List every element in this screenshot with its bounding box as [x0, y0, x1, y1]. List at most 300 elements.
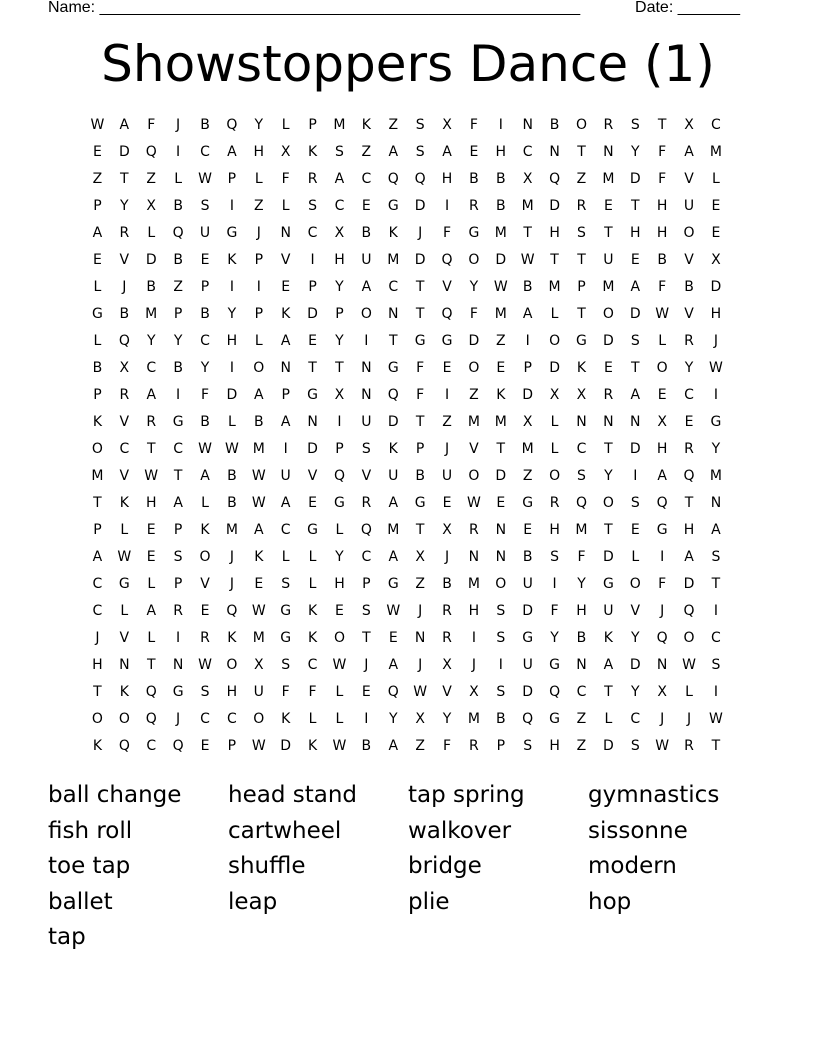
grid-letter: F — [442, 225, 452, 241]
grid-letter: J — [444, 549, 450, 565]
word-list-item: tap spring — [408, 782, 525, 808]
grid-letter: L — [281, 549, 290, 565]
grid-letter: W — [413, 684, 428, 700]
word-list — [48, 778, 768, 956]
grid-letter: D — [387, 414, 399, 430]
grid-letter: M — [467, 576, 480, 592]
grid-letter: G — [656, 522, 668, 538]
grid-letter: Z — [415, 738, 425, 754]
grid-letter: J — [256, 225, 261, 241]
grid-letter: K — [388, 441, 398, 457]
letter-grid — [84, 112, 729, 760]
grid-letter: Q — [414, 171, 426, 187]
grid-letter: P — [173, 522, 183, 538]
grid-letter: G — [549, 657, 561, 673]
grid-letter: C — [227, 711, 237, 727]
grid-letter: L — [93, 279, 102, 295]
grid-letter: P — [335, 441, 344, 457]
grid-letter: X — [442, 522, 452, 538]
grid-letter: K — [307, 144, 318, 160]
grid-letter: G — [226, 225, 238, 241]
grid-letter: J — [471, 657, 476, 673]
grid-letter: U — [441, 468, 453, 484]
grid-letter: N — [603, 414, 614, 430]
grid-letter: O — [629, 576, 641, 592]
grid-letter: B — [146, 279, 157, 295]
grid-letter: W — [198, 171, 212, 187]
grid-letter: I — [229, 360, 234, 376]
grid-letter: H — [549, 225, 560, 241]
grid-letter: D — [522, 684, 534, 700]
grid-letter: A — [146, 387, 157, 403]
grid-letter: C — [361, 549, 372, 565]
grid-letter: L — [147, 576, 156, 592]
grid-letter: Z — [469, 387, 479, 403]
grid-letter: S — [335, 144, 344, 160]
grid-letter: D — [602, 738, 614, 754]
grid-letter: O — [602, 306, 614, 322]
grid-letter: M — [494, 414, 507, 430]
grid-letter: Q — [226, 603, 238, 619]
word-list-item: walkover — [408, 817, 512, 844]
grid-letter: U — [522, 576, 533, 592]
grid-letter: I — [525, 333, 530, 349]
grid-letter: S — [496, 603, 506, 619]
grid-letter: K — [119, 684, 129, 700]
grid-letter: C — [630, 711, 641, 727]
grid-letter: T — [711, 738, 721, 754]
grid-letter: T — [388, 333, 398, 349]
grid-letter: I — [713, 387, 718, 403]
grid-letter: W — [709, 360, 723, 376]
grid-letter: X — [522, 171, 533, 187]
grid-letter: N — [576, 657, 587, 673]
grid-letter: H — [549, 522, 560, 538]
grid-letter: I — [337, 414, 342, 430]
grid-letter: G — [92, 306, 103, 322]
grid-letter: S — [173, 549, 183, 565]
grid-letter: K — [92, 414, 103, 430]
grid-letter: K — [496, 387, 506, 403]
grid-letter: B — [173, 360, 183, 376]
grid-letter: H — [226, 333, 238, 349]
grid-letter: C — [200, 144, 210, 160]
grid-letter: H — [441, 171, 453, 187]
grid-letter: L — [227, 414, 236, 430]
word-list-item: modern — [588, 853, 677, 880]
grid-letter: L — [335, 684, 344, 700]
grid-letter: F — [469, 117, 478, 133]
word-list-item: plie — [408, 888, 450, 915]
grid-letter: B — [496, 711, 506, 727]
grid-letter: D — [549, 360, 560, 376]
grid-letter: L — [254, 171, 263, 187]
grid-letter: R — [603, 117, 614, 133]
grid-letter: H — [495, 144, 507, 160]
grid-letter: B — [442, 576, 452, 592]
grid-letter: M — [387, 522, 400, 538]
grid-letter: O — [253, 711, 265, 727]
name-field-label: Name: ______________________________________________________ — [48, 0, 581, 16]
grid-letter: Q — [172, 738, 184, 754]
grid-letter: R — [576, 198, 587, 214]
grid-letter: Z — [415, 576, 425, 592]
grid-letter: U — [522, 657, 533, 673]
grid-letter: V — [200, 576, 210, 592]
word-list-item: shuffle — [228, 853, 306, 880]
grid-letter: P — [227, 738, 237, 754]
grid-letter: H — [656, 198, 668, 214]
grid-letter: Q — [387, 684, 399, 700]
grid-letter: X — [657, 414, 667, 430]
grid-letter: K — [119, 495, 129, 511]
grid-letter: H — [656, 225, 668, 241]
grid-letter: B — [549, 117, 560, 133]
grid-letter: L — [254, 333, 263, 349]
grid-letter: E — [630, 522, 640, 538]
grid-letter: L — [308, 711, 317, 727]
grid-letter: A — [684, 549, 694, 565]
grid-letter: D — [118, 144, 130, 160]
grid-letter: L — [147, 225, 156, 241]
grid-letter: M — [333, 117, 346, 133]
grid-letter: J — [713, 333, 718, 349]
word-list-item: sissonne — [588, 817, 688, 844]
grid-letter: D — [522, 387, 534, 403]
grid-letter: R — [684, 441, 694, 457]
grid-letter: F — [658, 144, 667, 160]
grid-letter: Y — [335, 279, 344, 295]
word-list-item: fish roll — [48, 817, 133, 844]
grid-letter: I — [444, 198, 450, 214]
grid-letter: W — [332, 657, 347, 673]
grid-letter: H — [145, 495, 157, 511]
grid-letter: R — [173, 603, 183, 619]
grid-letter: A — [630, 387, 641, 403]
grid-letter: O — [683, 225, 695, 241]
grid-letter: J — [686, 711, 692, 727]
grid-letter: A — [388, 144, 399, 160]
grid-letter: R — [200, 630, 210, 646]
grid-letter: Q — [683, 603, 695, 619]
grid-letter: R — [361, 495, 372, 511]
grid-letter: A — [442, 144, 452, 160]
grid-letter: K — [227, 252, 237, 268]
grid-letter: C — [92, 576, 103, 592]
grid-letter: U — [361, 414, 372, 430]
grid-letter: U — [361, 252, 372, 268]
grid-letter: Y — [254, 117, 264, 133]
grid-letter: Q — [360, 522, 372, 538]
grid-letter: Z — [522, 468, 533, 484]
grid-letter: H — [576, 603, 587, 619]
grid-letter: V — [307, 468, 318, 484]
grid-letter: C — [200, 333, 210, 349]
grid-letter: U — [388, 468, 399, 484]
grid-letter: W — [117, 549, 132, 565]
grid-letter: R — [146, 414, 157, 430]
grid-letter: L — [604, 711, 613, 727]
grid-letter: A — [361, 279, 372, 295]
grid-letter: T — [577, 144, 586, 160]
grid-letter: D — [629, 171, 641, 187]
grid-letter: Y — [335, 549, 344, 565]
grid-letter: X — [549, 387, 560, 403]
grid-letter: S — [496, 630, 506, 646]
grid-letter: N — [388, 306, 399, 322]
grid-letter: E — [308, 495, 317, 511]
grid-letter: D — [549, 198, 560, 214]
grid-letter: J — [660, 711, 665, 727]
grid-letter: X — [684, 117, 694, 133]
grid-letter: G — [280, 603, 292, 619]
grid-letter: W — [251, 738, 266, 754]
grid-letter: O — [118, 711, 130, 727]
grid-letter: Q — [522, 711, 534, 727]
grid-letter: J — [122, 279, 127, 295]
grid-letter: I — [364, 711, 369, 727]
grid-letter: C — [576, 441, 587, 457]
grid-letter: U — [280, 468, 291, 484]
grid-letter: I — [176, 387, 181, 403]
grid-letter: X — [442, 117, 452, 133]
grid-letter: H — [656, 441, 668, 457]
grid-letter: T — [604, 522, 613, 538]
grid-letter: F — [550, 603, 559, 619]
grid-letter: I — [633, 468, 638, 484]
grid-letter: E — [93, 144, 102, 160]
grid-letter: A — [522, 306, 533, 322]
grid-letter: C — [173, 441, 183, 457]
grid-letter: J — [229, 576, 234, 592]
grid-letter: Q — [118, 738, 130, 754]
grid-letter: F — [281, 684, 290, 700]
grid-letter: D — [414, 198, 426, 214]
word-list-item: leap — [228, 888, 278, 915]
grid-letter: P — [362, 576, 371, 592]
grid-letter: D — [522, 603, 534, 619]
grid-letter: P — [227, 171, 237, 187]
grid-letter: C — [684, 387, 694, 403]
grid-letter: S — [550, 549, 560, 565]
grid-letter: W — [386, 603, 401, 619]
grid-letter: C — [307, 657, 318, 673]
grid-letter: L — [550, 441, 559, 457]
grid-letter: S — [630, 333, 640, 349]
grid-letter: C — [522, 144, 533, 160]
grid-letter: D — [495, 252, 507, 268]
grid-letter: S — [577, 225, 586, 241]
grid-letter: O — [602, 495, 614, 511]
grid-letter: A — [630, 279, 641, 295]
grid-letter: W — [144, 468, 159, 484]
grid-letter: Q — [172, 225, 184, 241]
grid-letter: H — [92, 657, 103, 673]
grid-letter: Q — [441, 306, 453, 322]
grid-letter: W — [493, 279, 508, 295]
grid-letter: R — [469, 522, 479, 538]
grid-letter: B — [200, 306, 210, 322]
grid-letter: I — [310, 252, 315, 268]
grid-letter: T — [604, 684, 613, 700]
grid-letter: A — [92, 549, 103, 565]
grid-letter: H — [468, 603, 480, 619]
grid-letter: P — [200, 279, 210, 295]
grid-letter: L — [281, 117, 290, 133]
grid-letter: I — [713, 684, 718, 700]
grid-letter: S — [630, 495, 640, 511]
grid-letter: B — [361, 738, 372, 754]
grid-letter: J — [229, 549, 234, 565]
grid-letter: O — [683, 630, 695, 646]
grid-letter: I — [364, 333, 369, 349]
grid-letter: W — [198, 657, 212, 673]
grid-letter: V — [442, 279, 452, 295]
grid-letter: K — [388, 225, 398, 241]
grid-letter: I — [444, 387, 450, 403]
grid-letter: J — [418, 225, 423, 241]
grid-letter: Y — [388, 711, 398, 727]
grid-letter: S — [281, 657, 291, 673]
grid-letter: T — [173, 468, 183, 484]
grid-letter: E — [603, 360, 613, 376]
grid-letter: Y — [120, 198, 129, 214]
grid-letter: M — [548, 279, 561, 295]
grid-letter: F — [281, 171, 290, 187]
grid-letter: N — [361, 360, 372, 376]
grid-letter: C — [146, 738, 157, 754]
grid-letter: L — [174, 171, 183, 187]
grid-letter: Q — [656, 495, 668, 511]
grid-letter: O — [468, 252, 480, 268]
grid-letter: S — [523, 738, 533, 754]
grid-letter: K — [603, 630, 613, 646]
word-list-item: hop — [588, 888, 632, 915]
grid-letter: N — [280, 225, 291, 241]
grid-letter: S — [200, 198, 210, 214]
grid-letter: J — [176, 711, 181, 727]
grid-letter: E — [388, 630, 398, 646]
grid-letter: F — [147, 117, 156, 133]
grid-letter: M — [709, 468, 722, 484]
grid-letter: T — [93, 684, 102, 700]
grid-letter: K — [92, 738, 103, 754]
grid-letter: V — [684, 171, 694, 187]
grid-letter: M — [602, 171, 615, 187]
grid-letter: E — [469, 144, 479, 160]
grid-letter: Y — [630, 684, 640, 700]
grid-letter: I — [498, 657, 503, 673]
grid-letter: E — [146, 549, 156, 565]
grid-letter: L — [550, 414, 559, 430]
grid-letter: J — [95, 630, 100, 646]
grid-letter: G — [414, 495, 426, 511]
grid-letter: B — [469, 171, 479, 187]
grid-letter: P — [281, 387, 290, 403]
grid-letter: Q — [683, 468, 695, 484]
grid-letter: B — [496, 198, 506, 214]
grid-letter: D — [307, 441, 318, 457]
grid-letter: X — [280, 144, 291, 160]
grid-letter: E — [630, 252, 640, 268]
grid-letter: M — [494, 225, 507, 241]
grid-letter: T — [335, 360, 344, 376]
grid-letter: W — [251, 495, 266, 511]
grid-letter: Z — [146, 171, 157, 187]
grid-letter: P — [254, 252, 264, 268]
grid-letter: L — [120, 522, 129, 538]
grid-letter: P — [577, 279, 586, 295]
grid-letter: M — [467, 414, 480, 430]
grid-letter: T — [120, 171, 129, 187]
grid-letter: E — [200, 603, 210, 619]
grid-letter: K — [227, 630, 237, 646]
grid-letter: O — [468, 468, 480, 484]
grid-letter: K — [307, 603, 318, 619]
grid-letter: T — [657, 117, 667, 133]
grid-letter: D — [307, 306, 318, 322]
grid-letter: X — [119, 360, 130, 376]
grid-letter: Z — [92, 171, 103, 187]
grid-letter: T — [93, 495, 102, 511]
grid-letter: Q — [575, 495, 587, 511]
grid-letter: I — [283, 441, 288, 457]
grid-letter: P — [93, 198, 102, 214]
grid-letter: N — [710, 495, 722, 511]
grid-letter: K — [200, 522, 210, 538]
grid-letter: J — [364, 657, 369, 673]
grid-letter: Y — [442, 711, 452, 727]
grid-letter: M — [252, 441, 265, 457]
grid-letter: W — [655, 306, 670, 322]
grid-letter: X — [415, 711, 425, 727]
grid-letter: N — [603, 144, 614, 160]
grid-letter: O — [549, 333, 561, 349]
grid-letter: A — [200, 468, 210, 484]
grid-letter: Y — [173, 333, 183, 349]
grid-letter: D — [710, 279, 722, 295]
grid-letter: Z — [496, 333, 506, 349]
grid-letter: M — [145, 306, 158, 322]
grid-letter: E — [523, 522, 533, 538]
grid-letter: L — [308, 549, 317, 565]
grid-letter: C — [388, 279, 399, 295]
grid-letter: T — [604, 225, 613, 241]
grid-letter: P — [173, 306, 183, 322]
grid-letter: C — [200, 711, 210, 727]
grid-letter: R — [119, 387, 130, 403]
grid-letter: F — [442, 738, 452, 754]
grid-letter: M — [494, 306, 507, 322]
grid-letter: D — [629, 657, 641, 673]
grid-letter: S — [415, 144, 425, 160]
word-list-item: bridge — [408, 853, 482, 880]
grid-letter: R — [469, 198, 479, 214]
grid-letter: H — [334, 252, 345, 268]
grid-letter: C — [280, 522, 291, 538]
grid-letter: W — [332, 738, 347, 754]
grid-letter: P — [335, 306, 344, 322]
grid-letter: L — [712, 171, 720, 187]
grid-letter: A — [280, 495, 291, 511]
grid-letter: O — [360, 306, 372, 322]
grid-letter: D — [280, 738, 292, 754]
grid-letter: X — [711, 252, 721, 268]
grid-letter: K — [307, 738, 318, 754]
grid-letter: F — [308, 684, 317, 700]
grid-letter: T — [415, 279, 425, 295]
grid-letter: G — [280, 630, 292, 646]
